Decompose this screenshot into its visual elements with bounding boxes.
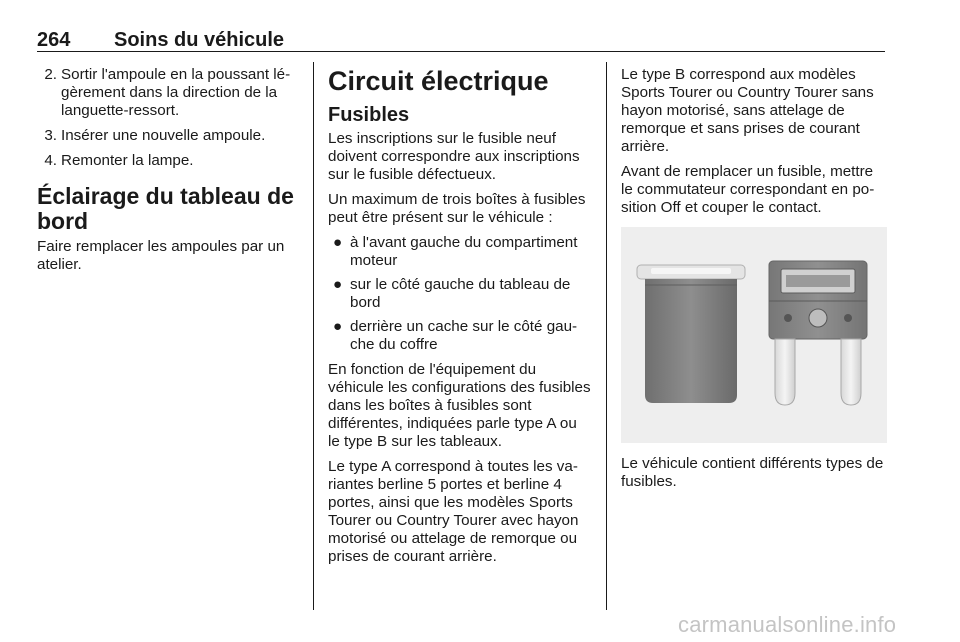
- column-right: [621, 66, 887, 498]
- column-divider-1: [313, 62, 314, 610]
- paragraph: Faire remplacer les ampoules par un atelier.: [37, 238, 285, 273]
- chapter-heading: Circuit électrique: [328, 66, 549, 96]
- bullet-icon: ●: [333, 318, 343, 335]
- paragraph: Le type B correspond aux modèles Sports Tourer ou Country Tourer sans hayon motorisé, sans attelage de remorque et sans prises de courant arrière.: [621, 66, 874, 155]
- paragraph: Un maximum de trois boîtes à fusibles peut être présent sur le véhicule :: [328, 191, 586, 226]
- steps-list: [37, 66, 299, 170]
- page-number: 264: [37, 29, 71, 51]
- fusebox-location-list: [328, 234, 592, 354]
- column-middle: [328, 66, 592, 573]
- step-item: 3. Insérer une nouvelle ampoule.: [44, 127, 266, 144]
- column-left: [37, 66, 299, 281]
- watermark: carmanualsonline.info: [678, 612, 897, 637]
- list-item: ● sur le côté gauche du tableau de bord: [333, 276, 571, 311]
- subheading-fuses: Fusibles: [328, 104, 410, 126]
- bullet-icon: ●: [333, 276, 343, 293]
- list-item: ● à l'avant gauche du compartiment moteur: [333, 234, 578, 269]
- section-heading-dashboard-lighting: Éclairage du tableau de bord: [37, 183, 294, 234]
- fuse-type-a-icon: [637, 265, 745, 403]
- paragraph: Avant de remplacer un fusible, mettre le commutateur correspondant en position Off et couper le contact.: [621, 163, 875, 216]
- list-item: ● derrière un cache sur le côté gauche du coffre: [333, 318, 578, 353]
- fuse-types-figure: [621, 227, 887, 443]
- bullet-icon: ●: [333, 234, 343, 251]
- column-divider-2: [606, 62, 607, 610]
- page-header: [37, 29, 885, 51]
- paragraph: En fonction de l'équipement du véhicule les configurations des fusibles dans les boîtes à fusibles sont différentes, indiquées parle type A ou le type B sur les tableaux.: [328, 361, 591, 450]
- paragraph: Les inscriptions sur le fusible neuf doivent correspondre aux inscriptions sur le fusible défectueux.: [328, 130, 580, 183]
- paragraph: Le véhicule contient différents types de fusibles.: [621, 455, 884, 490]
- fuse-type-b-icon: [769, 261, 867, 405]
- step-item: 4. Remonter la lampe.: [44, 152, 194, 169]
- page-title: Soins du véhicule: [114, 29, 285, 51]
- paragraph: Le type A correspond à toutes les variantes berline 5 portes et berline 4 portes, ainsi que les modèles Sports Tourer ou Country Tourer avec hayon motorisé ou attelage de remorque ou prises de courant arrière.: [328, 458, 579, 565]
- fuse-illustration: [621, 227, 887, 443]
- step-item: 2. Sortir l'ampoule en la poussant légèrement dans la direction de la languette-ressort.: [44, 66, 291, 119]
- header-rule: [37, 51, 885, 52]
